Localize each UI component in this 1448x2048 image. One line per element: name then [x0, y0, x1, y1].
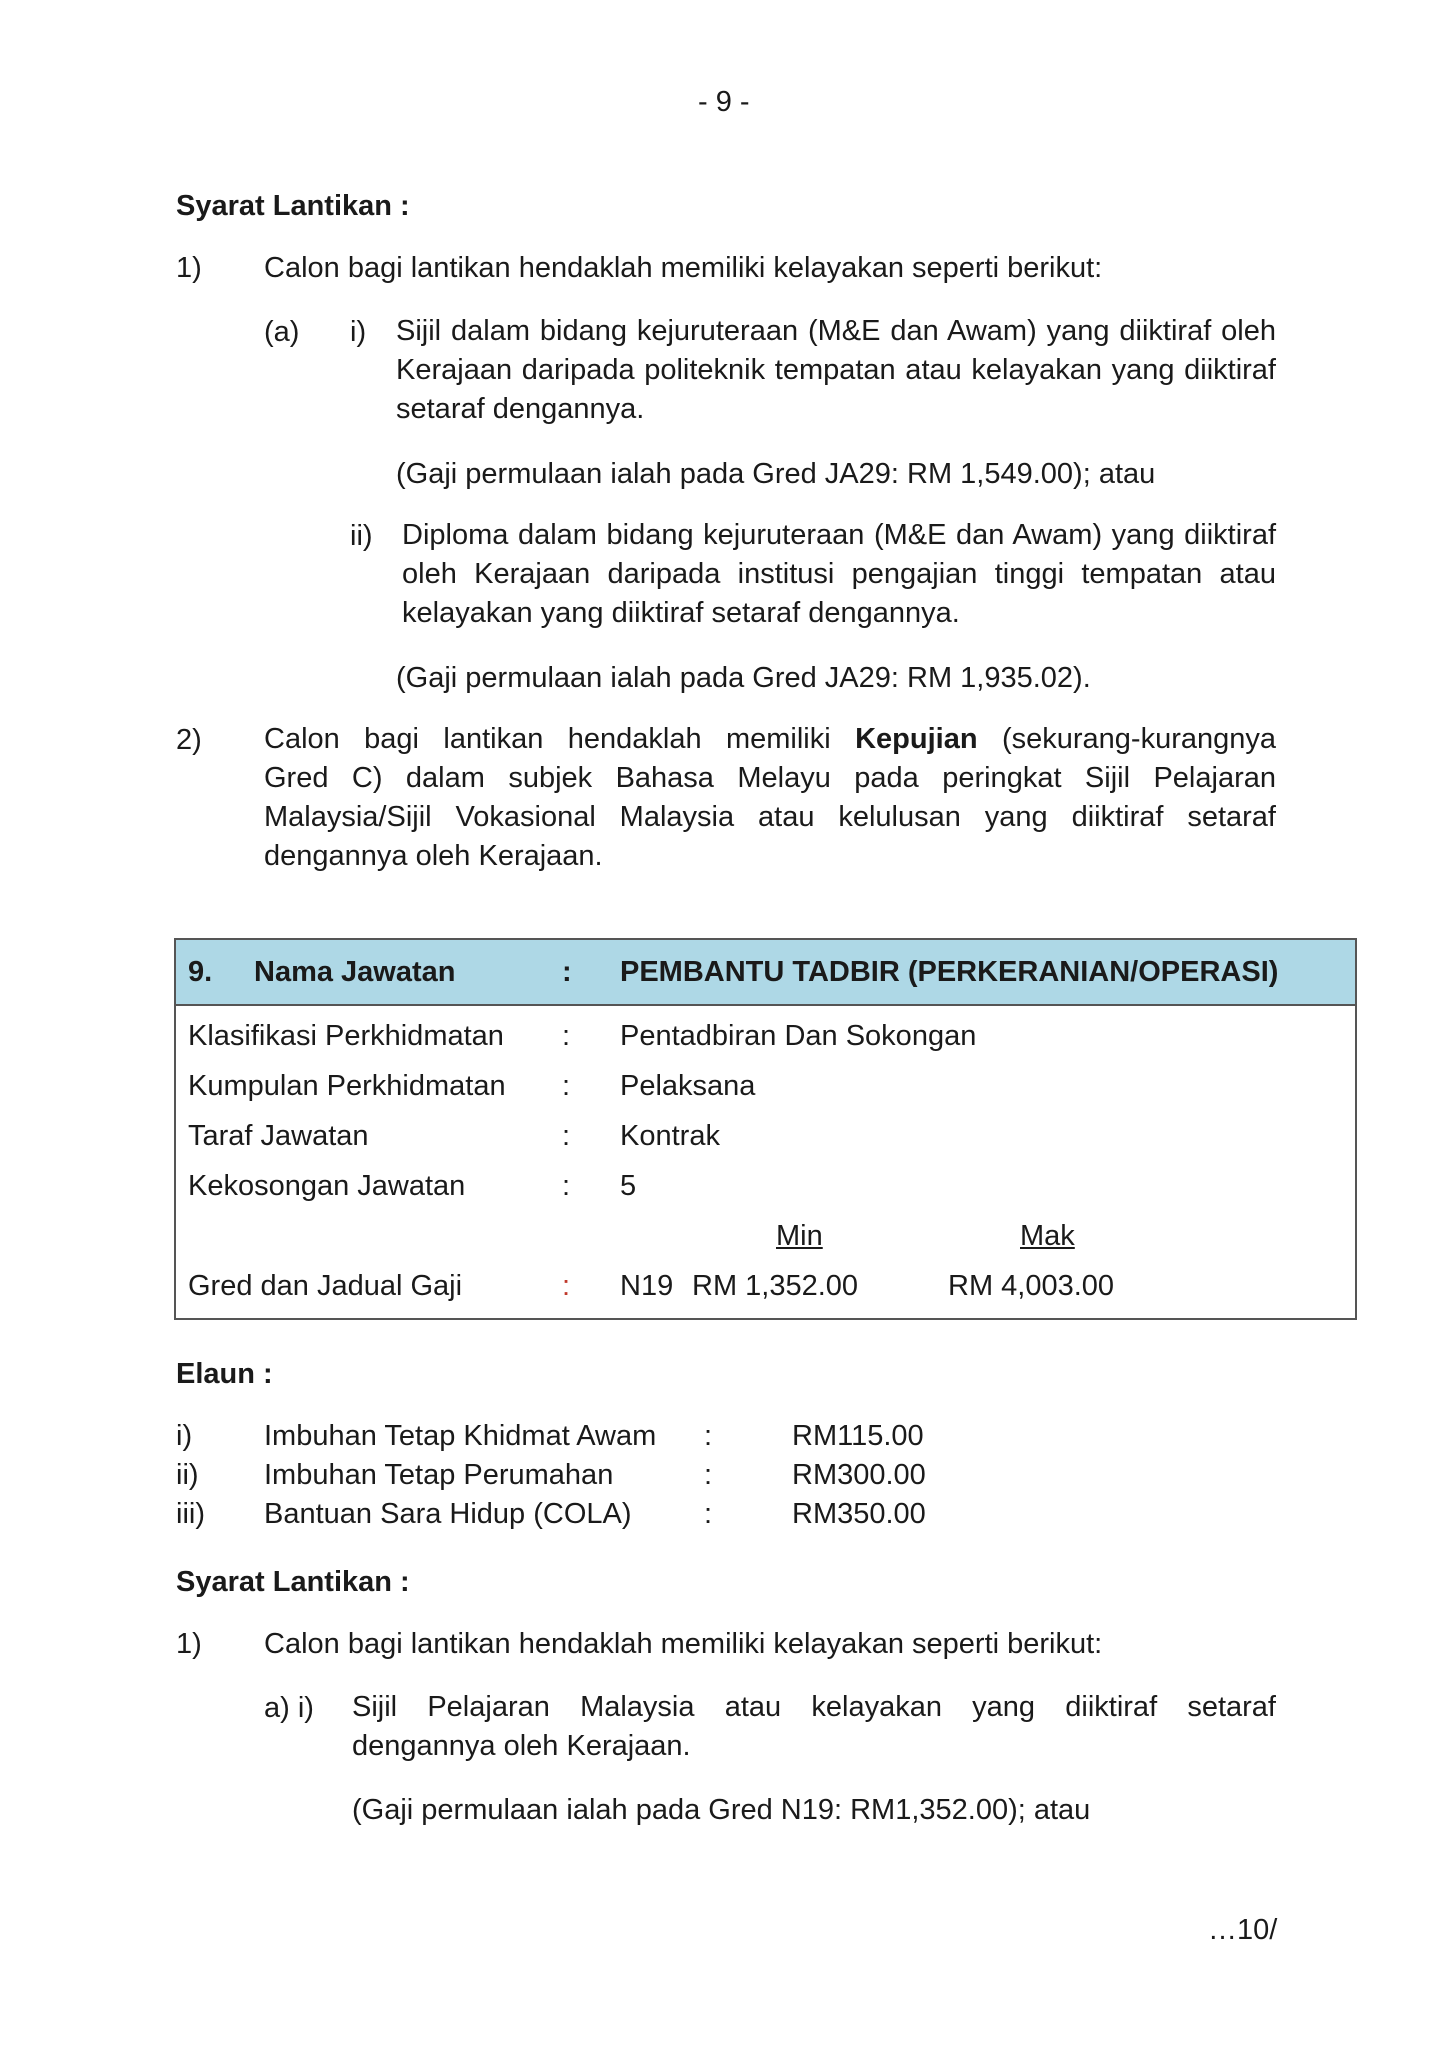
allowance-number: ii) — [176, 1459, 199, 1491]
field-label: Kekosongan Jawatan — [188, 1170, 466, 1202]
item-number: 1) — [176, 1628, 202, 1660]
colon: : — [562, 956, 572, 988]
requirement-text: Calon bagi lantikan hendaklah memiliki Kepujian (sekurang-kurangnya Gred C) dalam subjek Bahasa Melayu pada peringkat Sijil Pelajaran Malaysia/Sijil Vokasional Malaysia atau kelulusan yang diiktiraf setaraf dengannya oleh Kerajaan. — [264, 723, 1277, 872]
item-text: Calon bagi lantikan hendaklah memiliki kelayakan seperti berikut: — [264, 1628, 1103, 1660]
min-header: Min — [776, 1220, 823, 1252]
position-title-label: Nama Jawatan — [254, 956, 456, 988]
sub-item-label: ii) — [350, 520, 373, 552]
salary-note: (Gaji permulaan ialah pada Gred JA29: RM 1,935.02). — [396, 662, 1091, 694]
colon: : — [562, 1020, 571, 1052]
allowance-value: RM350.00 — [792, 1498, 926, 1530]
salary-note: (Gaji permulaan ialah pada Gred N19: RM1,352.00); atau — [352, 1794, 1091, 1826]
allowance-number: i) — [176, 1420, 193, 1452]
field-value: Pelaksana — [620, 1070, 756, 1102]
allowance-value: RM300.00 — [792, 1459, 926, 1491]
continuation-marker: …10/ — [1208, 1914, 1278, 1946]
salary-grade: N19 — [620, 1270, 674, 1302]
max-header: Mak — [1020, 1220, 1075, 1252]
allowance-label: Imbuhan Tetap Khidmat Awam — [264, 1420, 657, 1452]
colon: : — [562, 1120, 571, 1152]
field-label: Taraf Jawatan — [188, 1120, 369, 1152]
field-value: Pentadbiran Dan Sokongan — [620, 1020, 977, 1052]
salary-max: RM 4,003.00 — [948, 1270, 1115, 1302]
page-number: - 9 - — [698, 86, 750, 118]
position-number: 9. — [188, 956, 213, 988]
position-box — [174, 938, 1357, 1320]
field-value: 5 — [620, 1170, 637, 1202]
qualification-text: Sijil dalam bidang kejuruteraan (M&E dan Awam) yang diiktiraf oleh Kerajaan daripada politeknik tempatan atau kelayakan yang diiktiraf setaraf dengannya. — [396, 315, 1276, 425]
field-value: Kontrak — [620, 1120, 720, 1152]
sub-item-label: a) i) — [264, 1692, 314, 1724]
field-label: Gred dan Jadual Gaji — [188, 1270, 463, 1302]
position-title: PEMBANTU TADBIR (PERKERANIAN/OPERASI) — [620, 956, 1279, 988]
colon: : — [704, 1459, 713, 1491]
colon: : — [562, 1270, 571, 1302]
allowance-number: iii) — [176, 1498, 205, 1530]
sub-item-label: (a) — [264, 316, 300, 348]
colon: : — [562, 1070, 571, 1102]
section-heading: Syarat Lantikan : — [176, 1566, 410, 1598]
colon: : — [562, 1170, 571, 1202]
item-text: Calon bagi lantikan hendaklah memiliki kelayakan seperti berikut: — [264, 252, 1103, 284]
allowance-label: Imbuhan Tetap Perumahan — [264, 1459, 614, 1491]
salary-min: RM 1,352.00 — [692, 1270, 859, 1302]
field-label: Klasifikasi Perkhidmatan — [188, 1020, 504, 1052]
qualification-text: Diploma dalam bidang kejuruteraan (M&E dan Awam) yang diiktiraf oleh Kerajaan daripada institusi pengajian tinggi tempatan atau kelayakan yang diiktiraf setaraf dengannya. — [402, 519, 1276, 629]
colon: : — [704, 1498, 713, 1530]
salary-note: (Gaji permulaan ialah pada Gred JA29: RM 1,549.00); atau — [396, 458, 1156, 490]
allowance-value: RM115.00 — [792, 1420, 924, 1452]
item-number: 2) — [176, 724, 202, 756]
allowance-label: Bantuan Sara Hidup (COLA) — [264, 1498, 632, 1530]
qualification-text: Sijil Pelajaran Malaysia atau kelayakan yang diiktiraf setaraf dengannya oleh Kerajaan. — [352, 1691, 1276, 1762]
section-heading: Syarat Lantikan : — [176, 190, 410, 222]
position-header — [176, 940, 1355, 1006]
allowance-heading: Elaun : — [176, 1358, 273, 1390]
bold-term: Kepujian — [855, 723, 978, 755]
field-label: Kumpulan Perkhidmatan — [188, 1070, 506, 1102]
colon: : — [704, 1420, 713, 1452]
sub-item-label: i) — [350, 316, 367, 348]
item-number: 1) — [176, 252, 202, 284]
